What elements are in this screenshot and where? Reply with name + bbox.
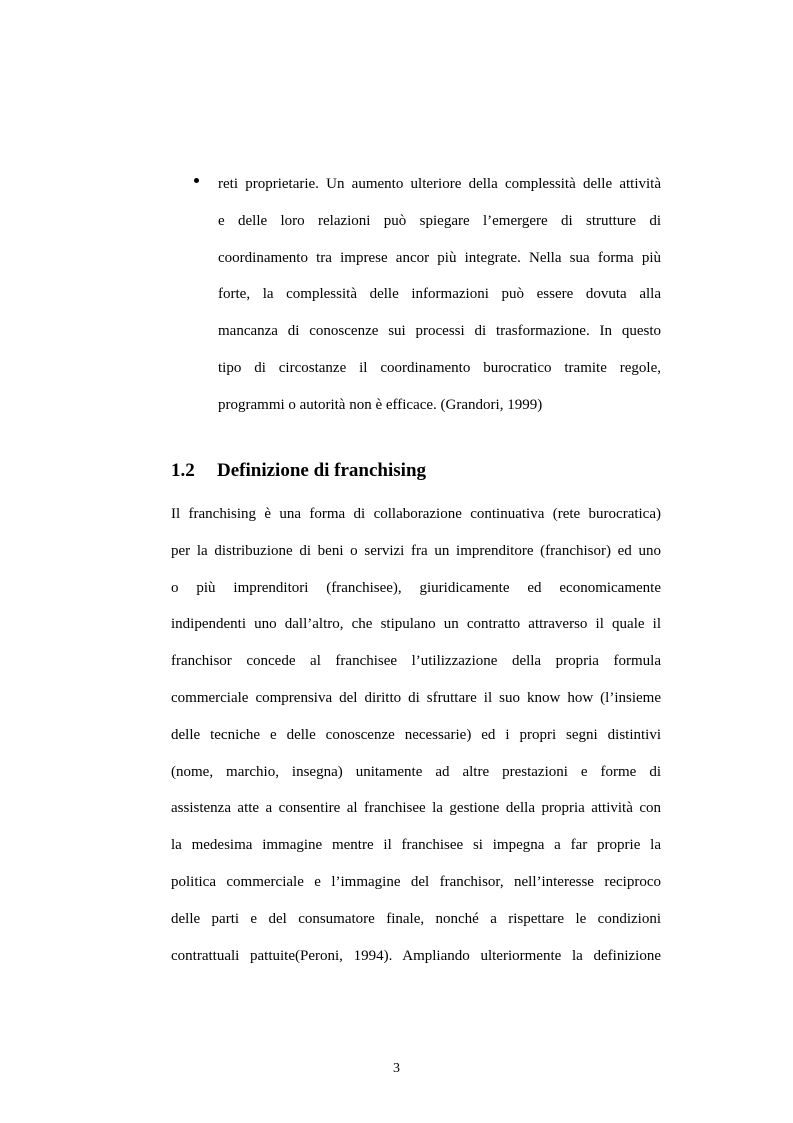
text-line: franchisor concede al franchisee l’utilizzazione della propria formula [171, 653, 661, 670]
text-line: politica commerciale e l’immagine del franchisor, nell’interesse reciproco [171, 873, 661, 890]
text-line: reti proprietarie. Un aumento ulteriore della complessità delle attività [218, 176, 661, 192]
text-line: commerciale comprensiva del diritto di sfruttare il suo know how (l’insieme [171, 689, 661, 706]
text-line: (nome, marchio, insegna) unitamente ad altre prestazioni e forme di [171, 763, 661, 780]
text-line: assistenza atte a consentire al franchisee la gestione della propria attività con [171, 800, 661, 817]
text-line: programmi o autorità non è efficace. (Grandori, 1999) [218, 396, 543, 413]
text-line: contrattuali pattuite(Peroni, 1994). Ampliando ulteriormente la definizione [171, 947, 661, 964]
text-line: per la distribuzione di beni o servizi fra un imprenditore (franchisor) ed uno [171, 542, 661, 559]
page-number: 3 [393, 1061, 400, 1076]
bullet-icon [194, 178, 199, 183]
text-line: delle tecniche e delle conoscenze necessarie) ed i propri segni distintivi [171, 726, 661, 743]
section-title: Definizione di franchising [217, 460, 427, 481]
text-line: tipo di circostanze il coordinamento burocratico tramite regole, [218, 359, 661, 376]
bullet-paragraph [218, 166, 661, 424]
text-line: la medesima immagine mentre il franchisee si impegna a far proprie la [171, 837, 661, 854]
text-line: forte, la complessità delle informazioni può essere dovuta alla [218, 286, 661, 303]
text-line: e delle loro relazioni può spiegare l’emergere di strutture di [218, 212, 661, 229]
text-line: o più imprenditori (franchisee), giuridicamente ed economicamente [171, 579, 661, 596]
text-line: Il franchising è una forma di collaborazione continuativa (rete burocratica) [171, 506, 661, 522]
text-line: mancanza di conoscenze sui processi di trasformazione. In questo [218, 323, 661, 340]
section-heading [171, 457, 661, 485]
section-number: 1.2 [171, 460, 195, 481]
text-line: indipendenti uno dall’altro, che stipulano un contratto attraverso il quale il [171, 616, 661, 633]
text-line: delle parti e del consumatore finale, nonché a rispettare le condizioni [171, 910, 661, 927]
text-line: coordinamento tra imprese ancor più integrate. Nella sua forma più [218, 249, 661, 266]
body-paragraph [171, 496, 661, 974]
